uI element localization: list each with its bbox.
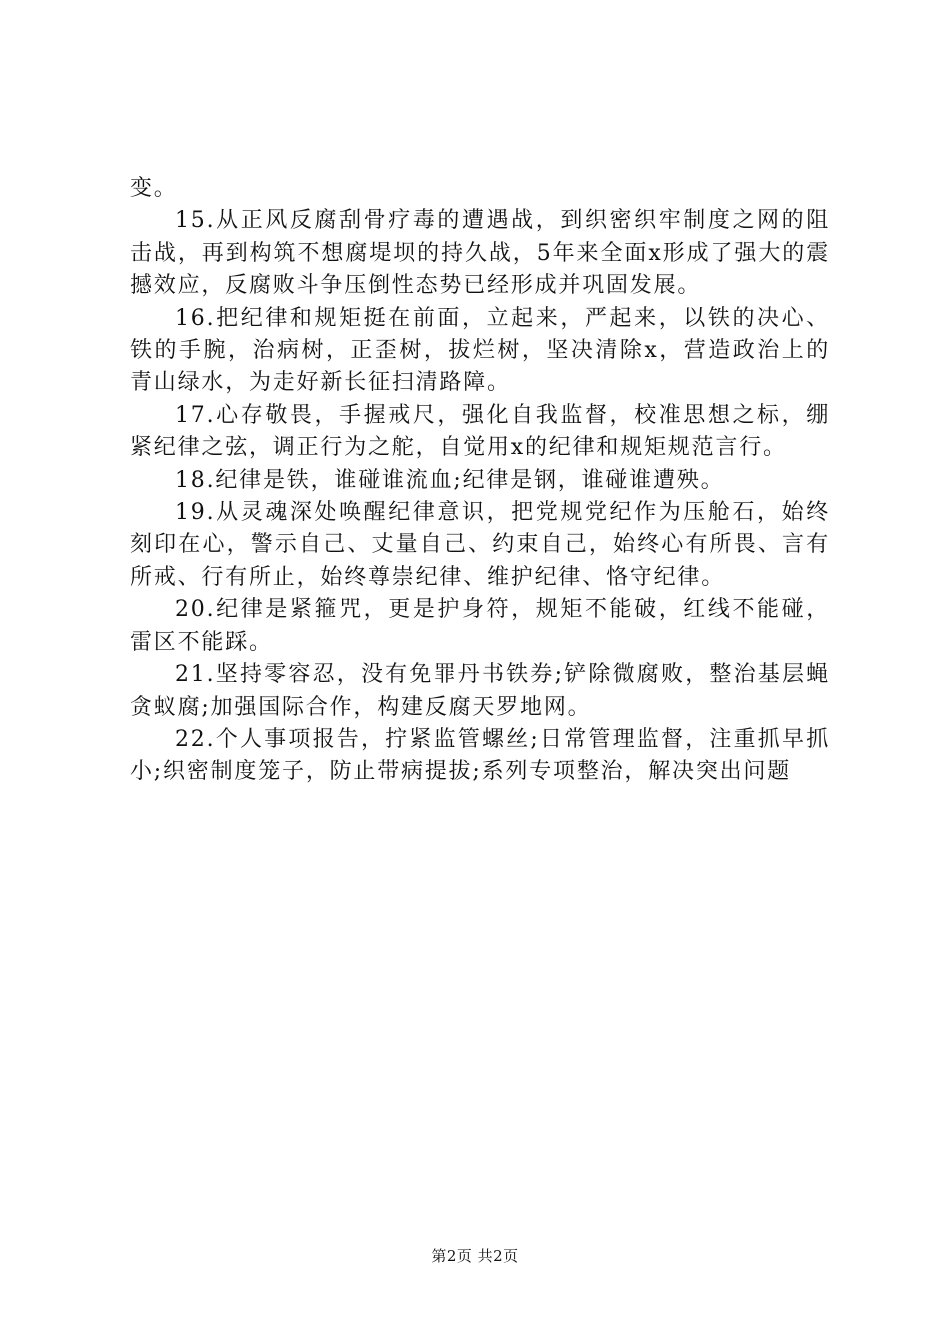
- paragraph-item-17: 17.心存敬畏，手握戒尺，强化自我监督，校准思想之标，绷紧纪律之弦，调正行为之舵，自觉用x的纪律和规矩规范言行。: [130, 402, 830, 461]
- paragraph-item-21: 21.坚持零容忍，没有免罪丹书铁券;铲除微腐败，整治基层蝇贪蚁腐;加强国际合作，构建反腐天罗地网。: [130, 662, 830, 720]
- paragraph-item-22: 22.个人事项报告，拧紧监管螺丝;日常管理监督，注重抓早抓小;织密制度笼子，防止带病提拔;系列专项整治，解决突出问题: [130, 726, 830, 785]
- paragraph-item-15: 15.从正风反腐刮骨疗毒的遭遇战，到织密织牢制度之网的阻击战，再到构筑不想腐堤坝的持久战，5年来全面x形成了强大的震撼效应，反腐败斗争压倒性态势已经形成并巩固发展。: [130, 208, 830, 299]
- document-body: [130, 173, 830, 789]
- paragraph-item-19: 19.从灵魂深处唤醒纪律意识，把党规党纪作为压舱石，始终刻印在心，警示自己、丈量自己、约束自己，始终心有所畏、言有所戒、行有所止，始终尊崇纪律、维护纪律、恪守纪律。: [130, 500, 830, 590]
- paragraph-item-18: 18.纪律是铁，谁碰谁流血;纪律是钢，谁碰谁遭殃。: [175, 467, 725, 493]
- paragraph-item-20: 20.纪律是紧箍咒，更是护身符，规矩不能破，红线不能碰，雷区不能踩。: [130, 597, 830, 655]
- paragraph-item-16: 16.把纪律和规矩挺在前面，立起来，严起来，以铁的决心、铁的手腕，治病树，正歪树，拔烂树，坚决清除x，营造政治上的青山绿水，为走好新长征扫清路障。: [130, 305, 830, 396]
- paragraph-continuation: 变。: [130, 176, 178, 201]
- page-footer: 第2页 共2页: [431, 1247, 519, 1265]
